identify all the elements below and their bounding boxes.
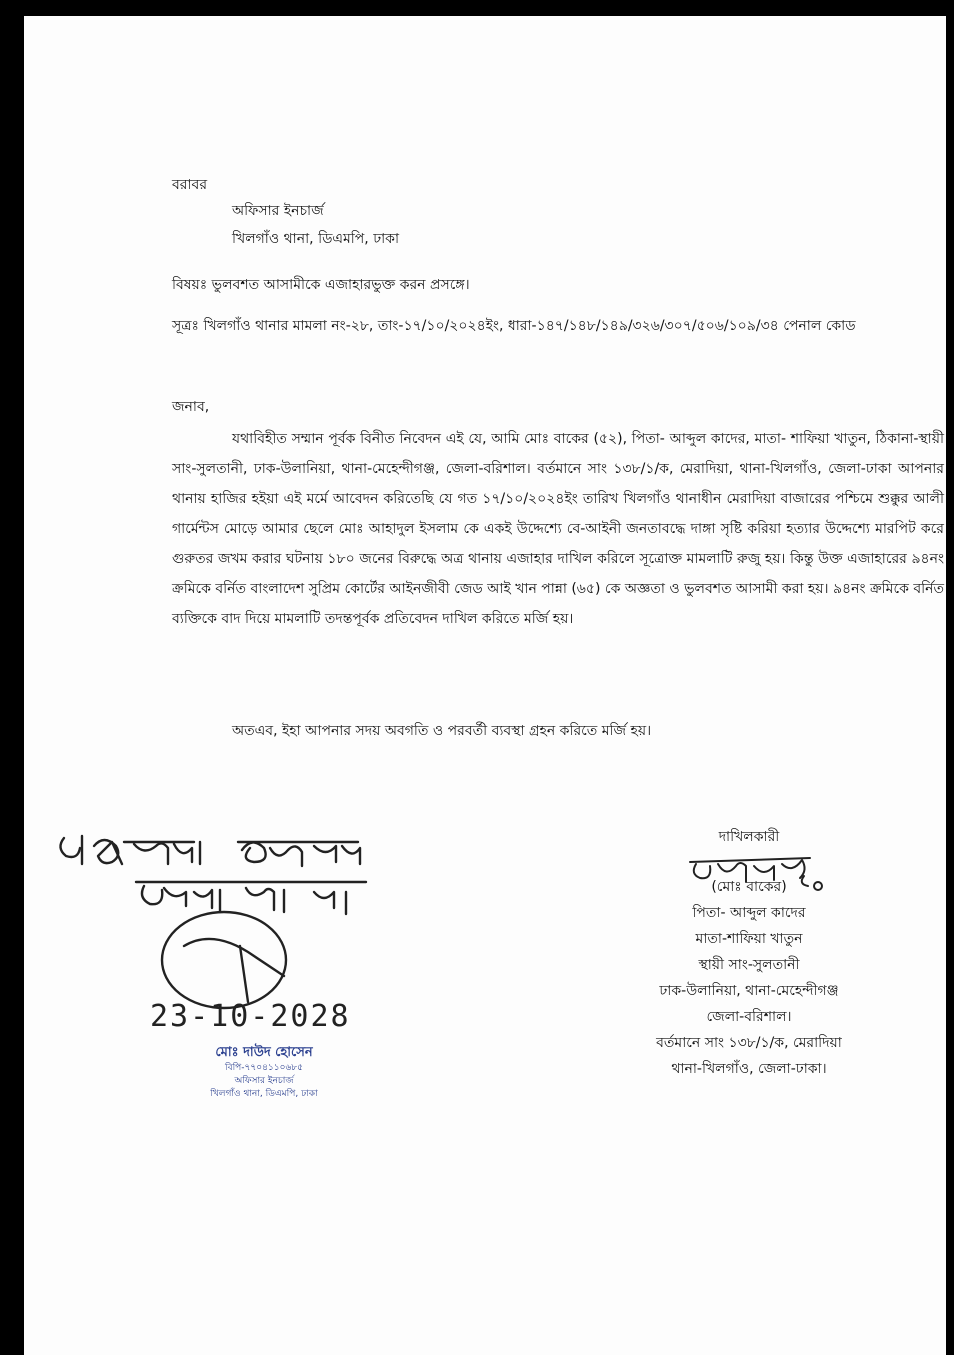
stamp-name: মোঃ দাউদ হোসেন [215, 1045, 313, 1060]
applicant-present-thana: থানা-খিলগাঁও, জেলা-ঢাকা। [671, 1061, 827, 1077]
letter-body: যথাবিহীত সম্মান পূর্বক বিনীত নিবেদন এই যে, আমি মোঃ বাকের (৫২), পিতা- আব্দুল কাদের, মাতা- শাফিয়া খাতুন, ঠিকানা-স্থায়ী সাং-সুলতানী, ঢাক-উলানিয়া, থানা-মেহেন্দীগঞ্জ, জেলা-বরিশাল। বর্তমানে সাং ১৩৮/১/ক, মেরাদিয়া, থানা-খিলগাঁও, জেলা-ঢাকা আপনার থানায় হাজির হইয়া এই মর্মে আবেদন করিতেছি যে গত ১৭/১০/২০২৪ইং তারিখ খিলগাঁও থানাধীন মেরাদিয়া বাজারের পশ্চিমে শুক্কুর আলী গার্মেন্টস মোড়ে আমার ছেলে মোঃ আহাদুল ইসলাম কে একই উদ্দেশ্যে বে-আইনী জনতাবদ্ধে দাঙ্গা সৃষ্টি করিয়া হত্যার উদ্দেশ্যে মারপিট করে গুরুতর জখম করার ঘটনায় ১৮০ জনের বিরুদ্ধে অত্র থানায় এজাহার দাখিল করিলে সূত্রোক্ত মামলাটি রুজু হয়। কিন্তু উক্ত এজাহারের ৯৪নং ক্রমিকে বর্নিত বাংলাদেশ সুপ্রিম কোর্টের আইনজীবী জেড আই খান পান্না (৬৫) কে অজ্ঞতা ও ভুলবশত আসামী করা হয়। ৯৪নং ক্রমিকে বর্নিত ব্যক্তিকে বাদ দিয়ে মামলাটি তদন্তপূর্বক প্রতিবেদন দাখিল করিতে মর্জি হয়। [172, 431, 944, 627]
closing-line: অতএব, ইহা আপনার সদয় অবগতি ও পরবর্তী ব্যবস্থা গ্রহন করিতে মর্জি হয়। [232, 723, 652, 739]
applicant-signature-space [614, 850, 884, 874]
applicant-mother: মাতা-শাফিয়া খাতুন [695, 931, 803, 947]
applicant-present: বর্তমানে সাং ১৩৮/১/ক, মেরাদিয়া [656, 1035, 842, 1051]
applicant-district: জেলা-বরিশাল। [706, 1009, 792, 1025]
letter-page [24, 16, 946, 1355]
salutation: বরাবর [172, 177, 208, 193]
handwritten-endorsement [24, 16, 946, 1355]
stamp-office: খিলগাঁও থানা, ডিএমপি, ঢাকা [210, 1089, 318, 1099]
subject-line: বিষয়ঃ ভুলবশত আসামীকে এজাহারভুক্ত করন প্রসঙ্গে। [172, 277, 470, 293]
applicant-block [614, 824, 884, 1082]
officer-stamp [164, 1044, 364, 1101]
recipient-designation: অফিসার ইনচার্জ [232, 203, 324, 219]
applicant-heading: দাখিলকারী [718, 829, 780, 845]
endorsement-date: 23-10-2028 [150, 999, 351, 1034]
applicant-upazila: ঢাক-উলানিয়া, থানা-মেহেন্দীগঞ্জ [659, 983, 839, 999]
greeting: জনাব, [172, 399, 210, 415]
applicant-father: পিতা- আব্দুল কাদের [692, 905, 806, 921]
reference-line: সূত্রঃ খিলগাঁও থানার মামলা নং-২৮, তাং-১৭/১০/২০২৪ইং, ধারা-১৪৭/১৪৮/১৪৯/৩২৬/৩০৭/৫০৬/১০৯/৩৪ পেনাল কোড [172, 318, 856, 334]
recipient-office: খিলগাঁও থানা, ডিএমপি, ঢাকা [232, 231, 400, 247]
stamp-bp: বিপি-৭৭০৪১১০৬৮৫ [225, 1063, 303, 1073]
applicant-permanent: স্থায়ী সাং-সুলতানী [698, 957, 800, 973]
applicant-name: (মোঃ বাকের) [711, 879, 787, 895]
stamp-designation: অফিসার ইনচার্জ [234, 1076, 294, 1086]
